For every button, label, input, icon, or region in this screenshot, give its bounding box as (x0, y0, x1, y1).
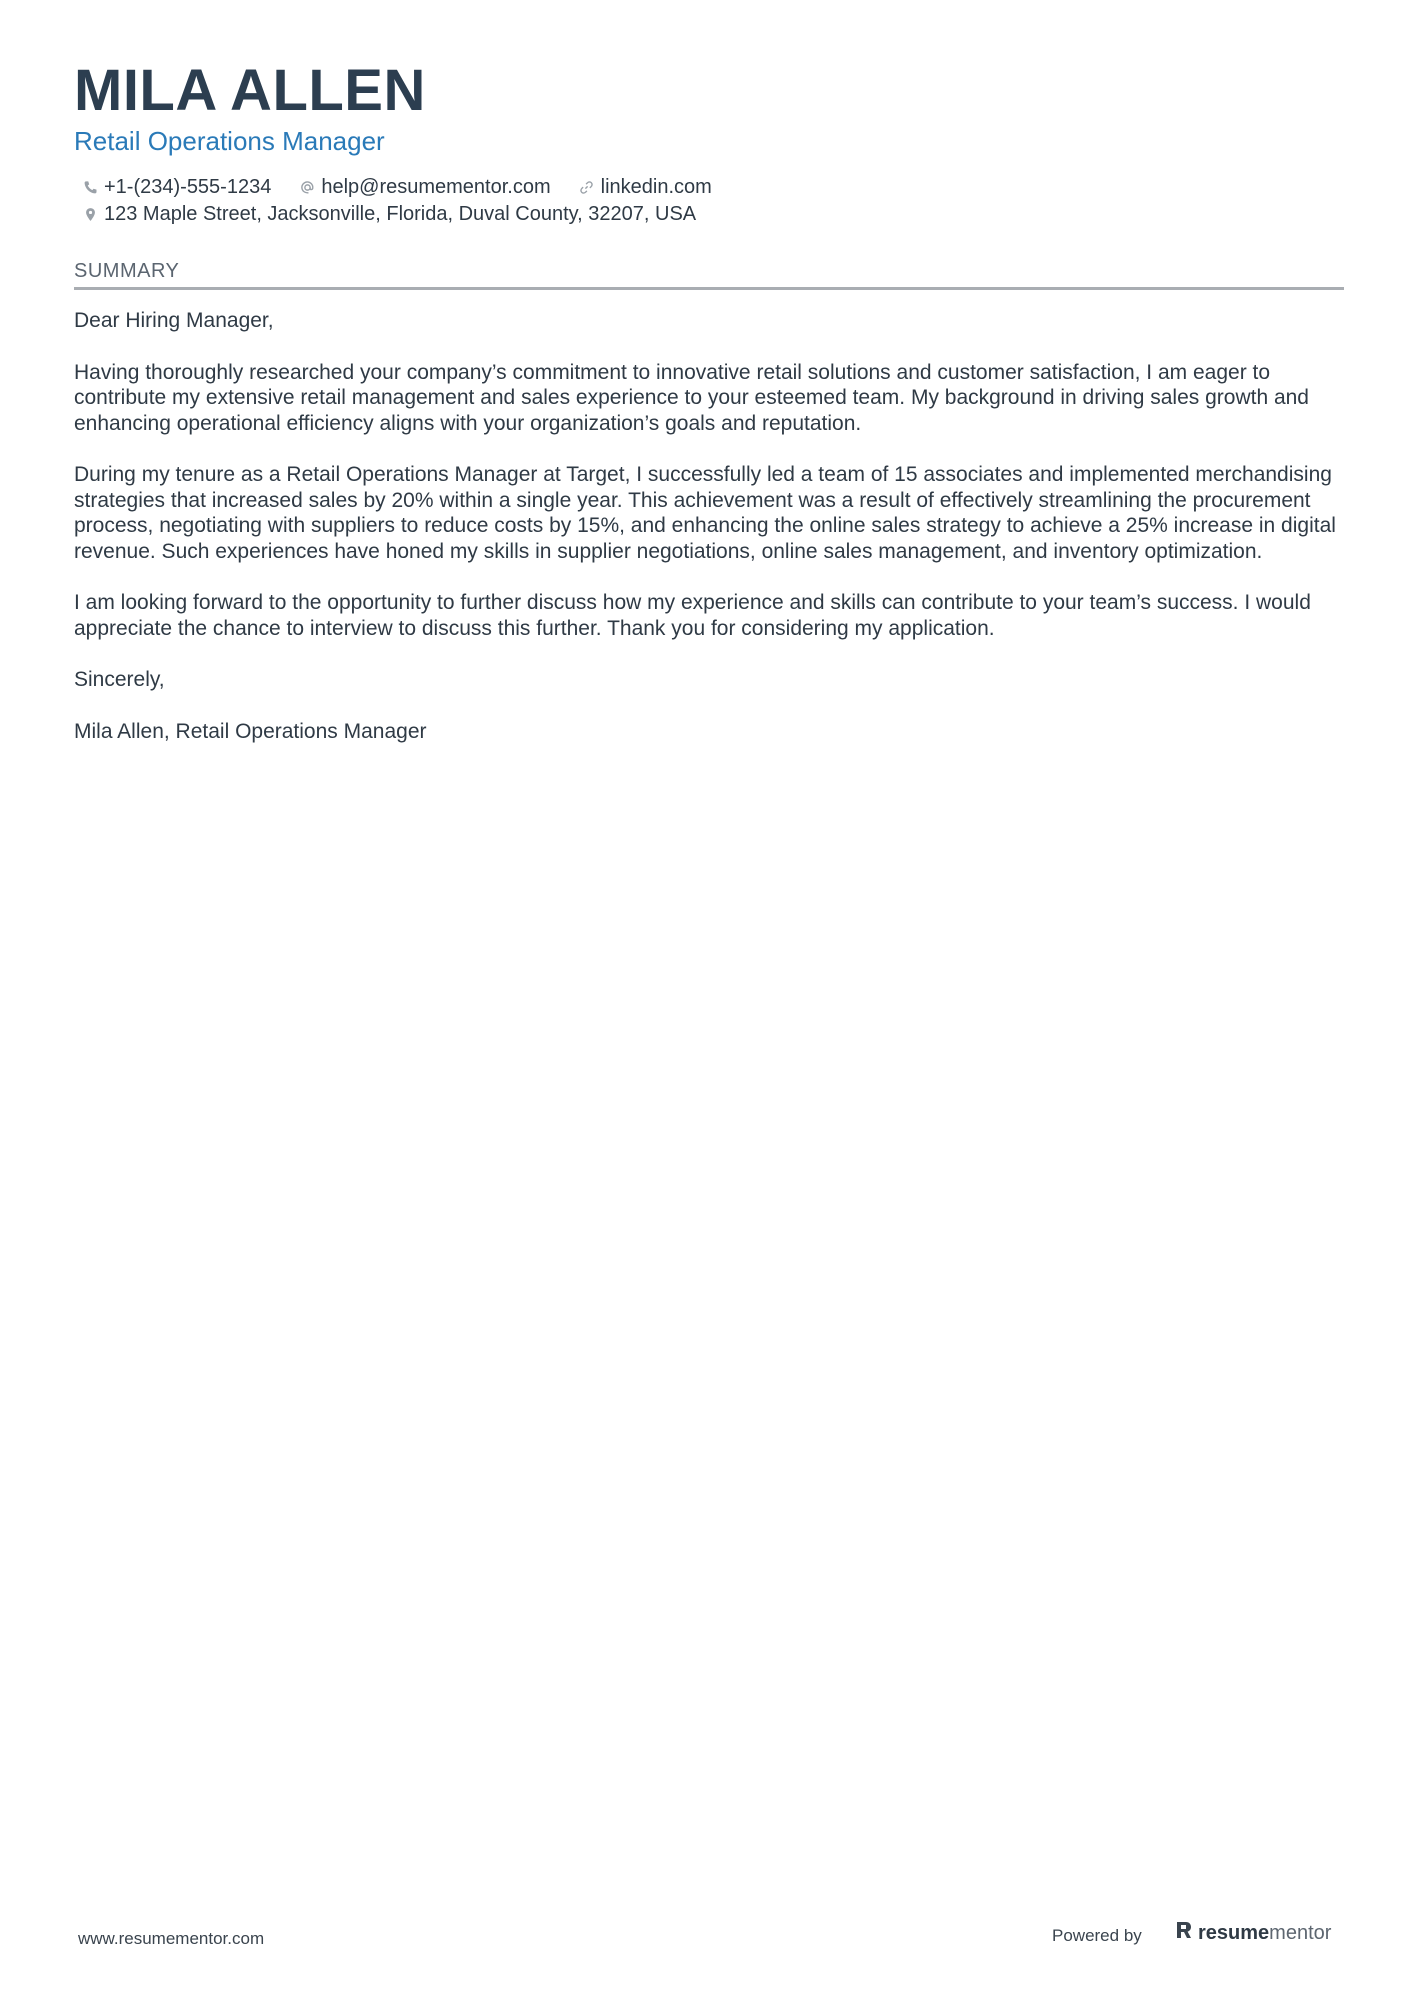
brand-wordmark-bold: resume (1198, 1921, 1270, 1944)
brand-wordmark (1198, 1922, 1331, 1945)
link-icon (579, 180, 595, 196)
paragraph-1: Having thoroughly researched your company’s commitment to innovative retail solutions and customer satisfaction, I am eager to contribute my extensive retail management and sales experience to your esteemed team. My background in driving sales growth and enhancing operational efficiency aligns with your organization’s goals and reputation. (74, 360, 1309, 435)
email-text[interactable]: help@resumementor.com (321, 176, 551, 198)
cover-letter-page (74, 56, 1344, 770)
phone-contact (82, 174, 271, 201)
brand-wordmark-light: mentor (1269, 1921, 1332, 1944)
phone-icon (82, 180, 98, 196)
resumementor-logo-icon (1176, 1920, 1192, 1946)
contact-block (74, 174, 1344, 228)
paragraph-2: During my tenure as a Retail Operations Manager at Target, I successfully led a team of 15 associates and implemented merchandising strategies that increased sales by 20% within a single year. This achievement was a result of effectively streamlining the procurement process, negotiating with suppliers to reduce costs by 15%, and enhancing the online sales strategy to achieve a 25% increase in digital revenue. Such experiences have honed my skills in supplier negotiations, online sales management, and inventory optimization. (74, 463, 1336, 563)
linkedin-contact[interactable] (579, 174, 712, 201)
contact-row-1 (74, 174, 1344, 201)
closing: Sincerely, (74, 668, 165, 691)
brand-logo[interactable] (1176, 1920, 1331, 1946)
location-pin-icon (82, 207, 98, 223)
letter-body (74, 308, 1344, 744)
section-heading-summary: SUMMARY (74, 258, 1344, 290)
salutation: Dear Hiring Manager, (74, 309, 274, 332)
footer-website-link[interactable]: www.resumementor.com (78, 1929, 265, 1948)
email-contact[interactable] (299, 174, 550, 201)
candidate-title: Retail Operations Manager (74, 126, 385, 156)
address-text: 123 Maple Street, Jacksonville, Florida, Duval County, 32207, USA (104, 203, 697, 225)
phone-text: +1-(234)-555-1234 (104, 176, 272, 198)
paragraph-3: I am looking forward to the opportunity to further discuss how my experience and skills can contribute to your team’s success. I would appreciate the chance to interview to discuss this further. Thank you for considering my application. (74, 591, 1311, 640)
signature: Mila Allen, Retail Operations Manager (74, 719, 427, 743)
address-contact (82, 201, 696, 228)
linkedin-text[interactable]: linkedin.com (600, 176, 712, 198)
contact-row-2 (74, 201, 1344, 228)
candidate-name: MILA ALLEN (74, 58, 426, 123)
powered-by-label: Powered by (1052, 1926, 1142, 1945)
at-icon (299, 180, 315, 196)
